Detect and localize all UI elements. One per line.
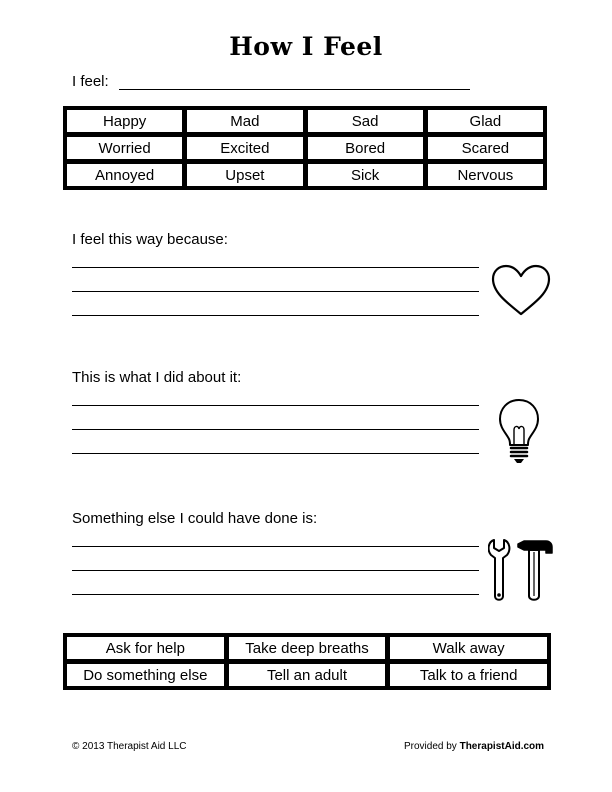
because-prompt: I feel this way because: [72, 231, 228, 248]
else-answer-line-1[interactable] [72, 546, 479, 547]
did-prompt: This is what I did about it: [72, 369, 242, 386]
coping-cell: Do something else [66, 663, 225, 687]
feel-prompt: I feel: [72, 73, 109, 90]
feeling-cell: Mad [186, 109, 303, 133]
else-answer-line-3[interactable] [72, 594, 479, 595]
provided-prefix: Provided by [404, 741, 460, 752]
tools-icon [488, 538, 558, 604]
feeling-cell: Sick [307, 163, 424, 187]
because-answer-line-1[interactable] [72, 267, 479, 268]
feeling-cell: Upset [186, 163, 303, 187]
feeling-cell: Excited [186, 136, 303, 160]
coping-cell: Talk to a friend [389, 663, 548, 687]
else-answer-line-2[interactable] [72, 570, 479, 571]
coping-table [63, 633, 551, 690]
feeling-cell: Nervous [427, 163, 544, 187]
copyright-text: © 2013 Therapist Aid LLC [72, 741, 187, 752]
because-answer-line-3[interactable] [72, 315, 479, 316]
feeling-cell: Glad [427, 109, 544, 133]
did-answer-line-3[interactable] [72, 453, 479, 454]
provided-site-link[interactable]: TherapistAid.com [459, 741, 545, 752]
coping-cell: Walk away [389, 636, 548, 660]
feel-answer-line[interactable] [119, 89, 470, 90]
worksheet-title: How I Feel [229, 32, 383, 61]
provided-by [404, 741, 544, 752]
did-answer-line-1[interactable] [72, 405, 479, 406]
feelings-table [63, 106, 547, 190]
else-prompt: Something else I could have done is: [72, 510, 318, 527]
feeling-cell: Worried [66, 136, 183, 160]
feeling-cell: Scared [427, 136, 544, 160]
lightbulb-icon [496, 398, 542, 466]
heart-icon [490, 264, 552, 318]
feeling-cell: Happy [66, 109, 183, 133]
feeling-cell: Annoyed [66, 163, 183, 187]
feeling-cell: Sad [307, 109, 424, 133]
coping-cell: Tell an adult [228, 663, 387, 687]
coping-cell: Ask for help [66, 636, 225, 660]
did-answer-line-2[interactable] [72, 429, 479, 430]
feeling-cell: Bored [307, 136, 424, 160]
coping-cell: Take deep breaths [228, 636, 387, 660]
because-answer-line-2[interactable] [72, 291, 479, 292]
